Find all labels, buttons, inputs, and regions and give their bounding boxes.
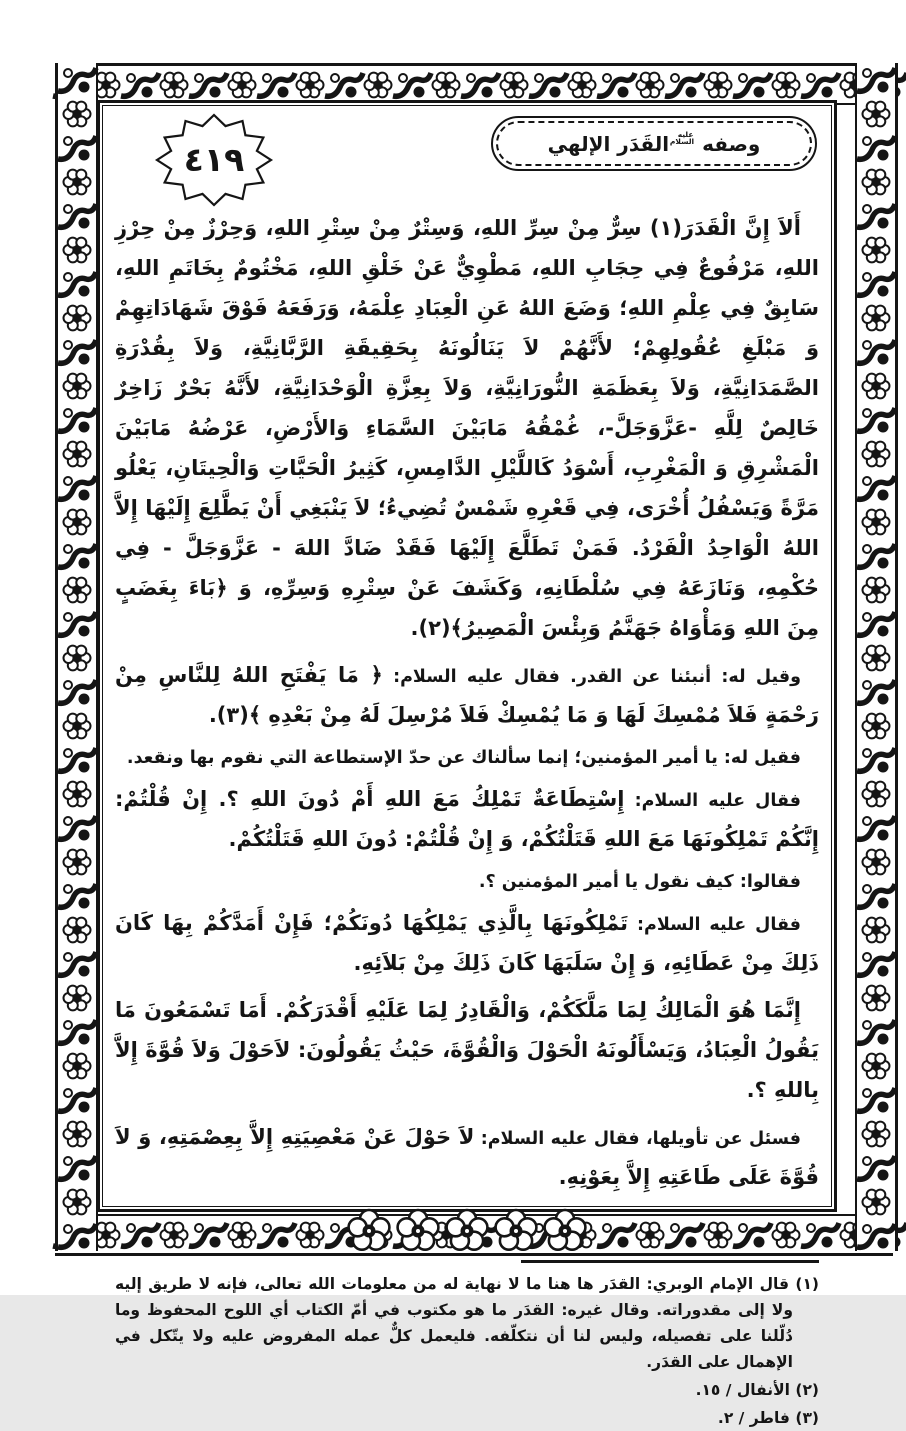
floral-vine-motif-icon: [859, 641, 893, 675]
footnote-separator: [521, 1260, 819, 1263]
floral-vine-motif-icon: [565, 68, 599, 102]
floral-vine-motif-icon: [859, 675, 893, 709]
floral-vine-motif-icon: [60, 811, 94, 845]
floral-vine-motif-icon: [60, 743, 94, 777]
floral-vine-motif-icon: [60, 63, 94, 97]
floral-vine-motif-icon: [859, 709, 893, 743]
floral-vine-motif-icon: [859, 199, 893, 233]
flower-rosette-icon: [493, 1208, 539, 1254]
floral-vine-motif-icon: [60, 199, 94, 233]
floral-vine-motif-icon: [859, 369, 893, 403]
floral-vine-motif-icon: [60, 233, 94, 267]
floral-vine-motif-icon: [191, 68, 225, 102]
floral-vine-motif-icon: [859, 743, 893, 777]
floral-vine-motif-icon: [531, 68, 565, 102]
floral-vine-motif-icon: [769, 68, 803, 102]
paragraph: [115, 904, 819, 984]
floral-vine-motif-icon: [859, 981, 893, 1015]
footnote: (٣) فاطر / ٢.: [717, 1409, 819, 1427]
floral-vine-motif-icon: [859, 1185, 893, 1219]
flower-rosette-icon: [346, 1208, 392, 1254]
floral-vine-motif-icon: [859, 607, 893, 641]
footnote: (٢) الأنفال / ١٥.: [695, 1381, 819, 1399]
floral-vine-motif-icon: [859, 505, 893, 539]
floral-vine-motif-icon: [859, 301, 893, 335]
floral-vine-motif-icon: [859, 539, 893, 573]
floral-vine-motif-icon: [225, 68, 259, 102]
narration-text: فسئل عن تأويلها، فقال عليه السلام:: [474, 1129, 802, 1149]
floral-vine-motif-icon: [327, 68, 361, 102]
paragraph: [115, 656, 819, 736]
floral-vine-motif-icon: [60, 913, 94, 947]
hadith-text: لاَ حَوْلَ عَنْ مَعْصِيَتِهِ إِلاَّ بِعِصْمَتِهِ، وَ لاَ قُوَّةَ عَلَى طَاعَتِهِ إِلاَّ بِعَوْنِهِ.: [115, 1125, 819, 1189]
floral-vine-motif-icon: [60, 607, 94, 641]
narration-text: فقالوا: كيف نقول يا أمير المؤمنين ؟.: [478, 872, 801, 892]
floral-vine-motif-icon: [859, 947, 893, 981]
floral-vine-motif-icon: [599, 68, 633, 102]
floral-vine-motif-icon: [60, 403, 94, 437]
floral-vine-motif-icon: [803, 68, 837, 102]
floral-vine-motif-icon: [60, 709, 94, 743]
floral-vine-motif-icon: [60, 97, 94, 131]
floral-vine-motif-icon: [859, 131, 893, 165]
floral-vine-motif-icon: [60, 845, 94, 879]
page-number: ٤١٩: [183, 139, 245, 179]
floral-vine-motif-icon: [60, 1185, 94, 1219]
floral-vine-motif-icon: [859, 63, 893, 97]
floral-vine-motif-icon: [60, 1083, 94, 1117]
floral-vine-motif-icon: [859, 879, 893, 913]
floral-vine-motif-icon: [60, 573, 94, 607]
page-number-badge: [153, 112, 275, 210]
page-frame-inner: [102, 105, 832, 1427]
paragraph: [115, 780, 819, 860]
floral-vine-motif-icon: [859, 1219, 893, 1253]
floral-vine-motif-icon: [395, 68, 429, 102]
page-header: [115, 110, 819, 202]
floral-vine-motif-icon: [60, 437, 94, 471]
chapter-title: [496, 121, 812, 166]
paragraph: [115, 209, 819, 649]
honorific-mark: عليه السلام: [669, 130, 695, 146]
floral-vine-motif-icon: [60, 675, 94, 709]
floral-vine-motif-icon: [60, 777, 94, 811]
footnote: (١) قال الإمام الوبري: القدَر ها هنا ما لا نهاية له من معلومات الله تعالى، فإنه لا طريق إليه ولا إلى مقدوراته. وقال غيره: القدَر ما هو مكتوب في أمّ الكتاب أي اللوح المحفوظ وما دُلّلنا على تفصيله، وليس لنا أن نتكلّفه. فليعمل كلٌّ عمله المفروض عليه ولا يتّكل في الإهمال على القدَر.: [115, 1275, 819, 1371]
floral-vine-motif-icon: [859, 335, 893, 369]
floral-vine-motif-icon: [859, 165, 893, 199]
floral-vine-motif-icon: [859, 1083, 893, 1117]
floral-vine-motif-icon: [859, 913, 893, 947]
floral-vine-motif-icon: [859, 1049, 893, 1083]
floral-vine-motif-icon: [859, 233, 893, 267]
floral-vine-motif-icon: [859, 403, 893, 437]
floral-vine-motif-icon: [259, 68, 293, 102]
floral-vine-motif-icon: [859, 811, 893, 845]
narration-text: فقال عليه السلام:: [624, 791, 801, 811]
flower-rosette-icon: [542, 1208, 588, 1254]
flower-rosette-icon: [395, 1208, 441, 1254]
paragraph: [115, 991, 819, 1111]
floral-vine-motif-icon: [60, 1151, 94, 1185]
chapter-title-post: القَدَر الإلهي: [547, 132, 670, 156]
chapter-title-box: [491, 116, 817, 171]
narration-text: فقيل له: يا أمير المؤمنين؛ إنما سألناك عن حدّ الإستطاعة التي نقوم بها ونقعد.: [126, 748, 801, 768]
hadith-text: تَمْلِكُونَهَا بِالَّذِي يَمْلِكُهَا دُونَكُمْ؛ فَإِنْ أَمَدَّكُمْ بِهَا كَانَ ذَلِكَ مِنْ عَطَائِهِ، وَ إِنْ سَلَبَهَا كَانَ ذَلِكَ مِنْ بَلاَئِهِ.: [115, 911, 819, 975]
floral-vine-motif-icon: [859, 845, 893, 879]
floral-vine-motif-icon: [157, 68, 191, 102]
floral-vine-motif-icon: [60, 335, 94, 369]
floral-vine-motif-icon: [60, 879, 94, 913]
floral-vine-motif-icon: [667, 68, 701, 102]
floral-vine-motif-icon: [123, 68, 157, 102]
hadith-text: أَلاَ إِنَّ الْقَدَرَ(١) سِرٌّ مِنْ سِرِّ اللهِ، وَسِتْرٌ مِنْ سِتْرِ اللهِ، وَحِرْزٌ مِنْ حِرْزِ اللهِ، مَرْفُوعٌ فِي حِجَابِ اللهِ، مَطْوِيٌّ عَنْ خَلْقِ اللهِ، مَخْتُومٌ بِخَاتَمِ اللهِ، سَابِقٌ فِي عِلْمِ اللهِ؛ وَضَعَ اللهُ عَنِ الْعِبَادِ عِلْمَهُ، وَرَفَعَهُ فَوْقَ شَهَادَاتِهِمْ وَ مَبْلَغِ عُقُولِهِمْ؛ لأَنَّهُمْ لاَ يَنَالُونَهُ بِحَقِيقَةِ الرَّبَّانِيَّةِ، وَلاَ بِقُدْرَةِ الصَّمَدَانِيَّةِ، وَلاَ بِعَظَمَةِ النُّورَانِيَّةِ، وَلاَ بِعِزَّةِ الْوَحْدَانِيَّةِ، لأَنَّهُ بَحْرٌ زَاخِرٌ خَالِصٌ لِلَّهِ -عَزَّوَجَلَّ-، غُمْقُهُ مَابَيْنَ السَّمَاءِ وَالأَرْضِ، عَرْضُهُ مَابَيْنَ الْمَشْرِقِ وَ الْمَغْرِبِ، أَسْوَدُ كَاللَّيْلِ الدَّامِسِ، كَثِيرُ الْحَيَّاتِ وَالْحِيتَانِ، يَعْلُو مَرَّةً وَيَسْفُلُ أُخْرَى، فِي قَعْرِهِ شَمْسٌ تُضِيءُ؛ لاَ يَنْبَغِي أَنْ يَطَّلِعَ إِلَيْهَا إِلاَّ اللهُ الْوَاحِدُ الْفَرْدُ. فَمَنْ تَطَلَّعَ إِلَيْهَا فَقَدْ ضَادَّ اللهَ - عَزَّوَجَلَّ - فِي حُكْمِهِ، وَنَازَعَهُ فِي سُلْطَانِهِ، وَكَشَفَ عَنْ سِتْرِهِ وَسِرِّهِ، وَ ﴿بَاءَ بِغَضَبٍ مِنَ اللهِ وَمَأْوَاهُ جَهَنَّمُ وَبِئْسَ الْمَصِيرُ﴾(٢).: [115, 216, 819, 640]
floral-vine-motif-icon: [60, 131, 94, 165]
ornamental-border-left: [55, 63, 98, 1251]
paragraph: [115, 1118, 819, 1198]
narration-text: فقال عليه السلام:: [628, 915, 801, 935]
floral-vine-motif-icon: [859, 97, 893, 131]
narration-line: [115, 743, 819, 773]
floral-vine-motif-icon: [859, 471, 893, 505]
floral-vine-motif-icon: [60, 1049, 94, 1083]
hadith-text: إِسْتِطَاعَةٌ تَمْلِكُ مَعَ اللهِ أَمْ دُونَ اللهِ ؟. إِنْ قُلْتُمْ: إِنَّكُمْ تَمْلِكُونَهَا مَعَ اللهِ قَتَلْتُكُمْ، وَ إِنْ قُلْتُمْ: دُونَ اللهِ قَتَلْتُكُمْ.: [115, 787, 819, 851]
hadith-text: ﴿ مَا يَفْتَحِ اللهُ لِلنَّاسِ مِنْ رَحْمَةٍ فَلاَ مُمْسِكَ لَهَا وَ مَا يُمْسِكْ فَلاَ مُرْسِلَ لَهُ مِنْ بَعْدِهِ ﴾(٣).: [115, 663, 819, 727]
hadith-text: إِنَّمَا هُوَ الْمَالِكُ لِمَا مَلَّكَكُمْ، وَالْقَادِرُ لِمَا عَلَيْهِ أَقْدَرَكُمْ. أَمَا تَسْمَعُونَ مَا يَقُولُ الْعِبَادُ، وَيَسْأَلُونَهُ الْحَوْلَ وَالْقُوَّةَ، حَيْثُ يَقُولُونَ: لاَحَوْلَ وَلاَ قُوَّةَ إِلاَّ بِاللهِ ؟.: [115, 998, 819, 1102]
floral-vine-motif-icon: [60, 947, 94, 981]
floral-vine-motif-icon: [60, 165, 94, 199]
floral-vine-motif-icon: [859, 267, 893, 301]
floral-vine-motif-icon: [859, 1151, 893, 1185]
floral-vine-motif-icon: [735, 68, 769, 102]
floral-vine-motif-icon: [60, 641, 94, 675]
narration-line: [115, 867, 819, 897]
floral-vine-motif-icon: [293, 68, 327, 102]
floral-vine-motif-icon: [429, 68, 463, 102]
floral-vine-motif-icon: [60, 505, 94, 539]
floral-vine-motif-icon: [859, 1117, 893, 1151]
narration-text: وقيل له: أنبئنا عن القدر. فقال عليه السلام:: [382, 667, 801, 687]
floral-vine-motif-icon: [60, 267, 94, 301]
floral-vine-motif-icon: [361, 68, 395, 102]
body-text: [115, 209, 819, 1198]
ornamental-border-right: [855, 63, 898, 1251]
floral-vine-motif-icon: [859, 777, 893, 811]
chapter-title-pre: وصفه: [702, 132, 761, 156]
ornamental-border-top: [55, 63, 893, 105]
floral-vine-motif-icon: [497, 68, 531, 102]
floral-vine-motif-icon: [60, 539, 94, 573]
floral-vine-motif-icon: [60, 1117, 94, 1151]
footnotes: [115, 1271, 819, 1431]
floral-vine-motif-icon: [701, 68, 735, 102]
page-frame: [97, 100, 837, 1427]
floral-vine-motif-icon: [60, 1219, 94, 1253]
floral-vine-motif-icon: [859, 437, 893, 471]
flower-rosette-icon: [444, 1208, 490, 1254]
floral-vine-motif-icon: [60, 301, 94, 335]
floral-vine-motif-icon: [463, 68, 497, 102]
floral-vine-motif-icon: [633, 68, 667, 102]
floral-vine-motif-icon: [60, 1015, 94, 1049]
floral-vine-motif-icon: [60, 471, 94, 505]
floral-vine-motif-icon: [859, 1015, 893, 1049]
section-end-ornament: [115, 1208, 819, 1254]
floral-vine-motif-icon: [60, 369, 94, 403]
floral-vine-motif-icon: [60, 981, 94, 1015]
floral-vine-motif-icon: [859, 573, 893, 607]
